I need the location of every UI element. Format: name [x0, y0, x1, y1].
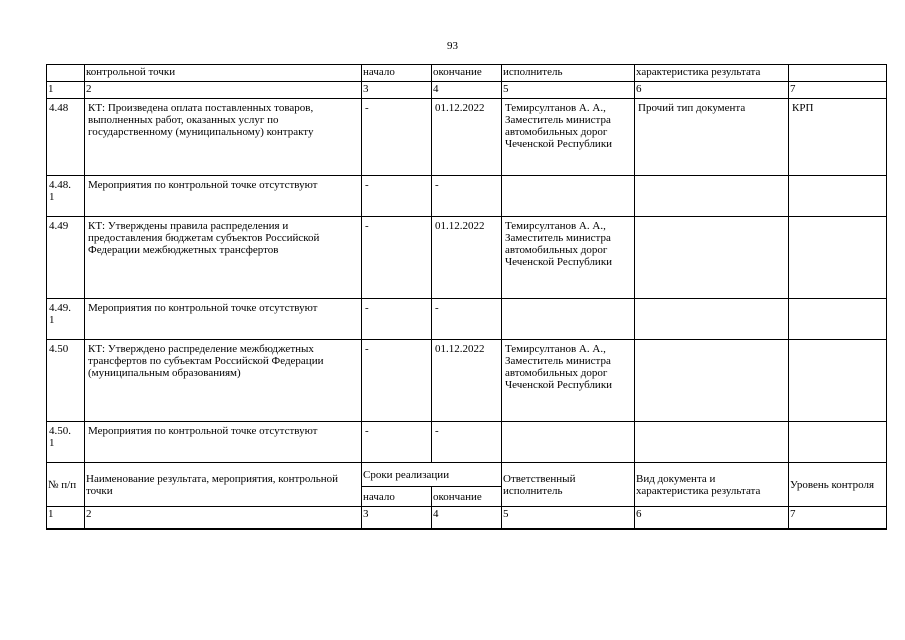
- table-row: [47, 217, 887, 299]
- column-number: 4: [432, 82, 502, 99]
- column-number: 4: [432, 507, 502, 529]
- header-start: начало: [362, 487, 432, 507]
- column-number: 7: [789, 82, 887, 99]
- column-number: 3: [362, 82, 432, 99]
- row-control-level: [789, 176, 887, 217]
- row-control-level: [789, 217, 887, 299]
- row-number: 4.49. 1: [47, 299, 85, 340]
- header-cell: [789, 65, 887, 82]
- row-doc-type: [635, 299, 789, 340]
- row-control-level: [789, 340, 887, 422]
- header-end: окончание: [432, 487, 502, 507]
- header-cell: контрольной точки: [85, 65, 362, 82]
- row-executor: Темирсултанов А. А., Заместитель министра автомобильных дорог Чеченской Республики: [502, 217, 635, 299]
- header-name: Наименование результата, мероприятия, контрольной точки: [85, 463, 362, 507]
- row-number: 4.50. 1: [47, 422, 85, 463]
- row-control-level: [789, 422, 887, 463]
- column-number: 1: [47, 82, 85, 99]
- header-cell: исполнитель: [502, 65, 635, 82]
- table-row: [47, 299, 887, 340]
- row-doc-type: [635, 340, 789, 422]
- column-number: 2: [85, 507, 362, 529]
- header-cell: характеристика результата: [635, 65, 789, 82]
- column-numbers-row: [47, 507, 887, 529]
- row-start: -: [362, 340, 432, 422]
- row-control-level: [789, 299, 887, 340]
- row-executor: [502, 299, 635, 340]
- column-number: 7: [789, 507, 887, 529]
- table-row: [47, 99, 887, 176]
- column-number: 6: [635, 507, 789, 529]
- row-end: 01.12.2022: [432, 99, 502, 176]
- row-end: 01.12.2022: [432, 340, 502, 422]
- row-executor: [502, 176, 635, 217]
- row-start: -: [362, 217, 432, 299]
- table-row: [47, 176, 887, 217]
- row-start: -: [362, 422, 432, 463]
- column-number: 5: [502, 507, 635, 529]
- header-executor: Ответственный исполнитель: [502, 463, 635, 507]
- row-executor: Темирсултанов А. А., Заместитель министра автомобильных дорог Чеченской Республики: [502, 340, 635, 422]
- header-period: Сроки реализации: [362, 463, 502, 487]
- table-row: [47, 340, 887, 422]
- header-control-level: Уровень контроля: [789, 463, 887, 507]
- row-start: -: [362, 176, 432, 217]
- row-number: 4.48: [47, 99, 85, 176]
- row-name: Мероприятия по контрольной точке отсутствуют: [85, 422, 362, 463]
- row-doc-type: [635, 217, 789, 299]
- header-cell: начало: [362, 65, 432, 82]
- row-number: 4.50: [47, 340, 85, 422]
- column-number: 5: [502, 82, 635, 99]
- header-number: № п/п: [47, 463, 85, 507]
- page-number: 93: [447, 40, 458, 52]
- control-points-table: [46, 64, 887, 530]
- table-row: [47, 422, 887, 463]
- header-cell: окончание: [432, 65, 502, 82]
- column-number: 3: [362, 507, 432, 529]
- column-numbers-row: [47, 82, 887, 99]
- row-executor: Темирсултанов А. А., Заместитель министра автомобильных дорог Чеченской Республики: [502, 99, 635, 176]
- row-doc-type: Прочий тип документа: [635, 99, 789, 176]
- row-start: -: [362, 299, 432, 340]
- row-end: -: [432, 176, 502, 217]
- column-number: 6: [635, 82, 789, 99]
- row-name: Мероприятия по контрольной точке отсутствуют: [85, 176, 362, 217]
- row-doc-type: [635, 422, 789, 463]
- header-row: [47, 463, 887, 487]
- row-name: КТ: Произведена оплата поставленных товаров, выполненных работ, оказанных услуг по государственному (муниципальному) контракту: [85, 99, 362, 176]
- row-end: -: [432, 422, 502, 463]
- row-name: КТ: Утверждены правила распределения и предоставления бюджетам субъектов Российской Федерации межбюджетных трансфертов: [85, 217, 362, 299]
- row-number: 4.48. 1: [47, 176, 85, 217]
- row-control-level: КРП: [789, 99, 887, 176]
- row-start: -: [362, 99, 432, 176]
- row-end: -: [432, 299, 502, 340]
- row-doc-type: [635, 176, 789, 217]
- header-cell: [47, 65, 85, 82]
- header-continued-row: [47, 65, 887, 82]
- column-number: 1: [47, 507, 85, 529]
- row-name: КТ: Утверждено распределение межбюджетных трансфертов по субъектам Российской Федерации (муниципальным образованиям): [85, 340, 362, 422]
- row-number: 4.49: [47, 217, 85, 299]
- column-number: 2: [85, 82, 362, 99]
- row-executor: [502, 422, 635, 463]
- row-end: 01.12.2022: [432, 217, 502, 299]
- header-doc-type: Вид документа и характеристика результата: [635, 463, 789, 507]
- row-name: Мероприятия по контрольной точке отсутствуют: [85, 299, 362, 340]
